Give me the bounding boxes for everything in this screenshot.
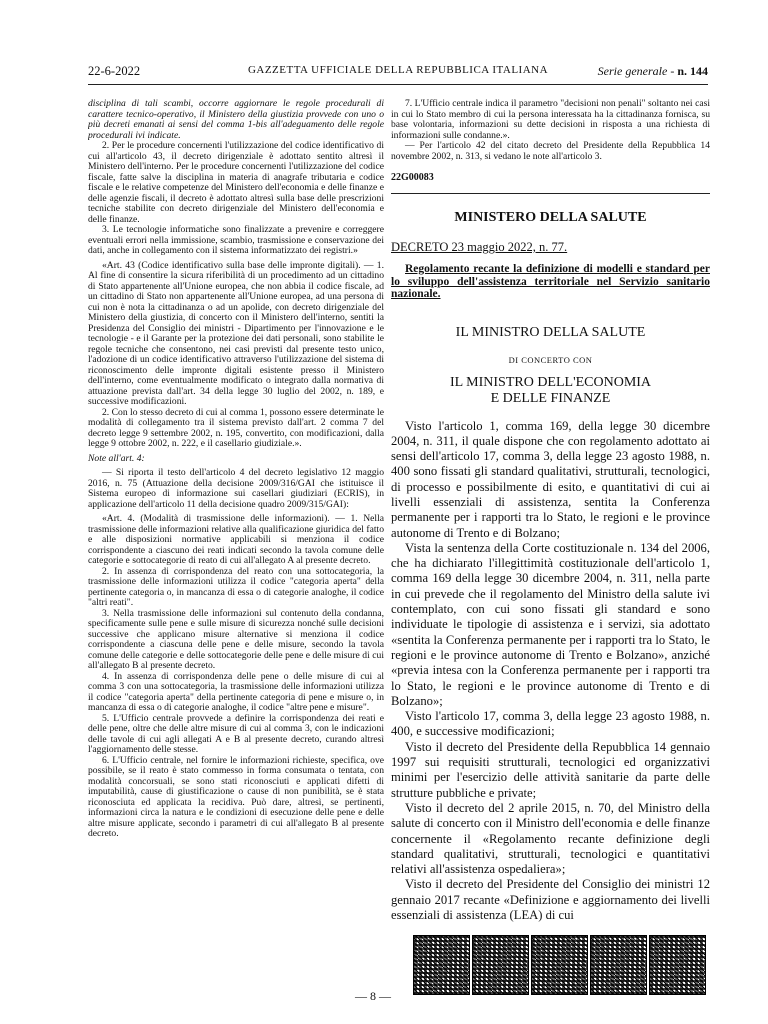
regulation-title: Regolamento recante la definizione di modelli e standard per lo sviluppo dell'assistenza territoriale nel Servizio sanitario nazionale. (391, 263, 710, 300)
section-divider (391, 193, 710, 194)
barcode-image-3 (531, 935, 588, 995)
body-paragraph-6: Visto il decreto del Presidente del Consiglio dei ministri 12 gennaio 2017 recante «Definizione e aggiornamento dei livelli essenziali di assistenza (LEA) di cui (391, 877, 710, 922)
note-paragraph-1: — Si riporta il testo dell'articolo 4 del decreto legislativo 12 maggio 2016, n. 75 (Attuazione della decisione 2009/316/GAI che istituisce il Sistema europeo di informazione sui casellari giudiziari (ECRIS), in applicazione dell'articolo 11 della decisione quadro 2009/315/GAI): (88, 467, 384, 510)
barcode-strip (413, 935, 709, 997)
body-paragraph-2: Vista la sentenza della Corte costituzionale n. 134 del 2006, che ha dichiarato l'illegittimità costituzionale dell'articolo 1, comma 169 della legge 30 dicembre 2004, n. 311, nella parte in cui prevede che il regolamento del Ministro della salute ivi contemplato, con cui sono fissati gli standard e sono individuate le tipologie di assistenza e i servizi, sia adottato «sentita la Conferenza permanente per i rapporti tra lo Stato, le regioni e le province autonome di Trento e Bolzano», anziché «previa intesa con la Conferenza permanente per i rapporti tra lo Stato, le regioni e le province autonome di Trento e di Bolzano»; (391, 540, 710, 708)
right-notes (391, 99, 710, 162)
right-column (391, 99, 710, 939)
header-rule (88, 84, 708, 85)
body-paragraph-5: Visto il decreto del 2 aprile 2015, n. 70, del Ministro della salute di concerto con il Ministro dell'economia e delle finanze concernente il «Regolamento recante definizione degli standard qualitativi, strutturali, tecnologici e quantitativi relativi all'assistenza ospedaliera»; (391, 800, 710, 877)
concerto-label: DI CONCERTO CON (508, 354, 593, 365)
barcode-image-2 (472, 935, 529, 995)
decree-body (391, 419, 710, 924)
co-minister-line-2: E DELLE FINANZE (490, 390, 611, 406)
note-paragraph-2: «Art. 4. (Modalità di trasmissione delle informazioni). — 1. Nella trasmissione delle informazioni relative alla qualificazione giuridica del fatto e alle disposizioni normative applicabili si menziona il codice corrispondente a ciascuno dei reati indicati secondo la tavola comune delle categorie e sottocategorie di reato di cui all'allegato A al presente decreto. (88, 513, 384, 566)
publication-code: 22G00083 (391, 172, 434, 183)
note-paragraph-3: 2. In assenza di corrispondenza del reato con una sottocategoria, la trasmissione delle informazioni utilizza il codice "categoria aperta" della pertinente categoria o, in mancanza di essa o di categorie analoghe, il codice "altri reati". (88, 565, 384, 608)
left-paragraph-4: «Art. 43 (Codice identificativo sulla base delle impronte digitali). — 1. Al fine di consentire la sicura riferibilità di un procedimento ad un cittadino di Stato appartenente all'Unione europea, che non abbia il codice fiscale, ad un cittadino di Stato non appartenente all'Unione europea, ad una persona di cui non è nota la cittadinanza o ad un apolide, con decreto dirigenziale del Ministero della giustizia, di concerto con il Ministero dell'interno, sentiti la Presidenza del Consiglio dei ministri - Dipartimento per l'innovazione e le tecnologie - e il Garante per la protezione dei dati personali, sono stabilite le regole tecniche che consentono, nei casi previsti dal presente testo unico, l'adozione di un codice identificativo attraverso l'utilizzazione del sistema di riconoscimento delle impronte digitali esistente presso il Ministero dell'interno, come eventualmente modificato o integrato dalla normativa di attuazione prevista dall'art. 34 della legge 30 luglio del 2002, n. 189, e successive modificazioni. (88, 259, 384, 407)
notes-title: Note all'art. 4: (88, 452, 145, 464)
barcode-image-5 (649, 935, 706, 995)
left-paragraph-3: 3. Le tecnologie informatiche sono finalizzate a prevenire e correggere eventuali errori nella immissione, scambio, trasmissione e conservazione dei dati, anche in collegamento con il sistema informatizzato dei registri.» (88, 224, 384, 256)
left-paragraph-1: disciplina di tali scambi, occorre aggiornare le regole procedurali di carattere tecnico-operativo, il Ministero della giustizia provvede con uno o più decreti emanati ai sensi del comma 1-bis all'adeguamento delle regole procedurali ivi indicate. (88, 99, 384, 141)
barcode-image-1 (413, 935, 470, 995)
body-paragraph-1: Visto l'articolo 1, comma 169, della legge 30 dicembre 2004, n. 311, il quale dispone che con regolamento adottato ai sensi dell'articolo 17, comma 3, della legge 23 agosto 1988, n. 400 sono fissati gli standard qualitativi, strutturali, tecnologici, di processo e possibilmente di esito, e quantitativi di cui ai livelli essenziali di assistenza, sentita la Conferenza permanente per i rapporti tra lo Stato, le regioni e le province autonome di Trento e di Bolzano; (391, 418, 710, 540)
barcode-image-4 (590, 935, 647, 995)
header-series-label: Serie generale (597, 64, 668, 78)
minister-heading: IL MINISTRO DELLA SALUTE (455, 324, 646, 340)
left-column (88, 99, 384, 931)
note-paragraph-6: 5. L'Ufficio centrale provvede a definire la corrispondenza dei reati e delle pene, oltre che delle altre misure di cui al comma 3, con le indicazioni delle tavole di cui agli allegati A e B al presente decreto, curando altresì l'aggiornamento delle stesse. (88, 712, 384, 755)
header-series: Serie generale - n. 144 (597, 64, 708, 78)
right-note-1: 7. L'Ufficio centrale indica il parametro "decisioni non penali" soltanto nei casi in cui lo Stato membro di cui la persona interessata ha la cittadinanza fornisca, su base volontaria, informazioni su dette decisioni in risposta a una richiesta di informazioni sulle condanne.». (391, 99, 710, 141)
note-paragraph-5: 4. In assenza di corrispondenza delle pene o delle misure di cui al comma 3 con una sottocategoria, la trasmissione delle informazioni utilizza il codice "categoria aperta" della pertinente categoria di pene e misure o, in mancanza di essa o di categorie analoghe, il codice "altre pene e misure". (88, 670, 384, 713)
co-minister-line-1: IL MINISTRO DELL'ECONOMIA (449, 374, 652, 390)
ministry-heading: MINISTERO DELLA SALUTE (454, 210, 647, 225)
header-title: GAZZETTA UFFICIALE DELLA REPUBBLICA ITALIANA (247, 64, 549, 76)
left-paragraph-5: 2. Con lo stesso decreto di cui al comma 1, possono essere determinate le modalità di collegamento tra il sistema previsto dall'art. 2 comma 7 del decreto legge 9 settembre 2002, n. 195, convertito, con modificazioni, dalla legge 9 ottobre 2002, n. 222, e il casellario giudiziale.». (88, 406, 384, 449)
header-date: 22-6-2022 (88, 64, 141, 78)
right-note-2: — Per l'articolo 42 del citato decreto del Presidente della Repubblica 14 novembre 2002, n. 313, si vedano le note all'articolo 3. (391, 140, 710, 162)
page-number: — 8 — (355, 989, 391, 1003)
header-issue-number: n. 144 (677, 64, 708, 78)
body-paragraph-3: Visto l'articolo 17, comma 3, della legge 23 agosto 1988, n. 400, e successive modificazioni; (391, 709, 710, 739)
note-paragraph-4: 3. Nella trasmissione delle informazioni sul contenuto della condanna, specificamente sulle pene e sulle misure di sicurezza nonché sulle decisioni successive che applicano misure alternative si menziona il codice corrispondente a ciascuna delle pene e delle misure, secondo la tavola comune delle categorie e delle sottocategorie delle pene e delle misure di cui all'allegato B al presente decreto. (88, 607, 384, 671)
page-header (88, 64, 708, 82)
body-paragraph-4: Visto il decreto del Presidente della Repubblica 14 gennaio 1997 sui requisiti strutturali, tecnologici ed organizzativi minimi per l'esercizio delle attività sanitarie da parte delle strutture pubbliche e private; (391, 739, 710, 800)
left-paragraph-2: 2. Per le procedure concernenti l'utilizzazione del codice identificativo di cui all'articolo 43, il decreto dirigenziale è adottato sentito altresì il Ministero dell'interno. Per le procedure concernenti l'utilizzazione del codice fiscale, fatte salve la disciplina in materia di anagrafe tributaria e codice fiscale e le relative competenze del Ministero dell'economia e delle finanze e delle agenzie fiscali, il decreto è adottato altresì sulla base delle prescrizioni tecniche stabilite con decreto dirigenziale del Ministero dell'economia e delle finanze. (88, 140, 384, 225)
decree-title: DECRETO 23 maggio 2022, n. 77. (391, 240, 568, 254)
co-minister-heading (391, 375, 710, 407)
note-paragraph-7: 6. L'Ufficio centrale, nel fornire le informazioni richieste, specifica, ove possibile, se il reato è stato commesso in forma consumata o tentata, con modalità concorsuali, se sono stati riconosciuti e applicati difetti di imputabilità, cause di giustificazione o cause di non punibilità, se è stata riconosciuta ed applicata la recidiva. Può dare, altresì, se pertinenti, informazioni circa la natura e le condizioni di esecuzione delle pene e delle altre misure applicate, secondo i parametri di cui all'allegato B al presente decreto. (88, 754, 384, 839)
